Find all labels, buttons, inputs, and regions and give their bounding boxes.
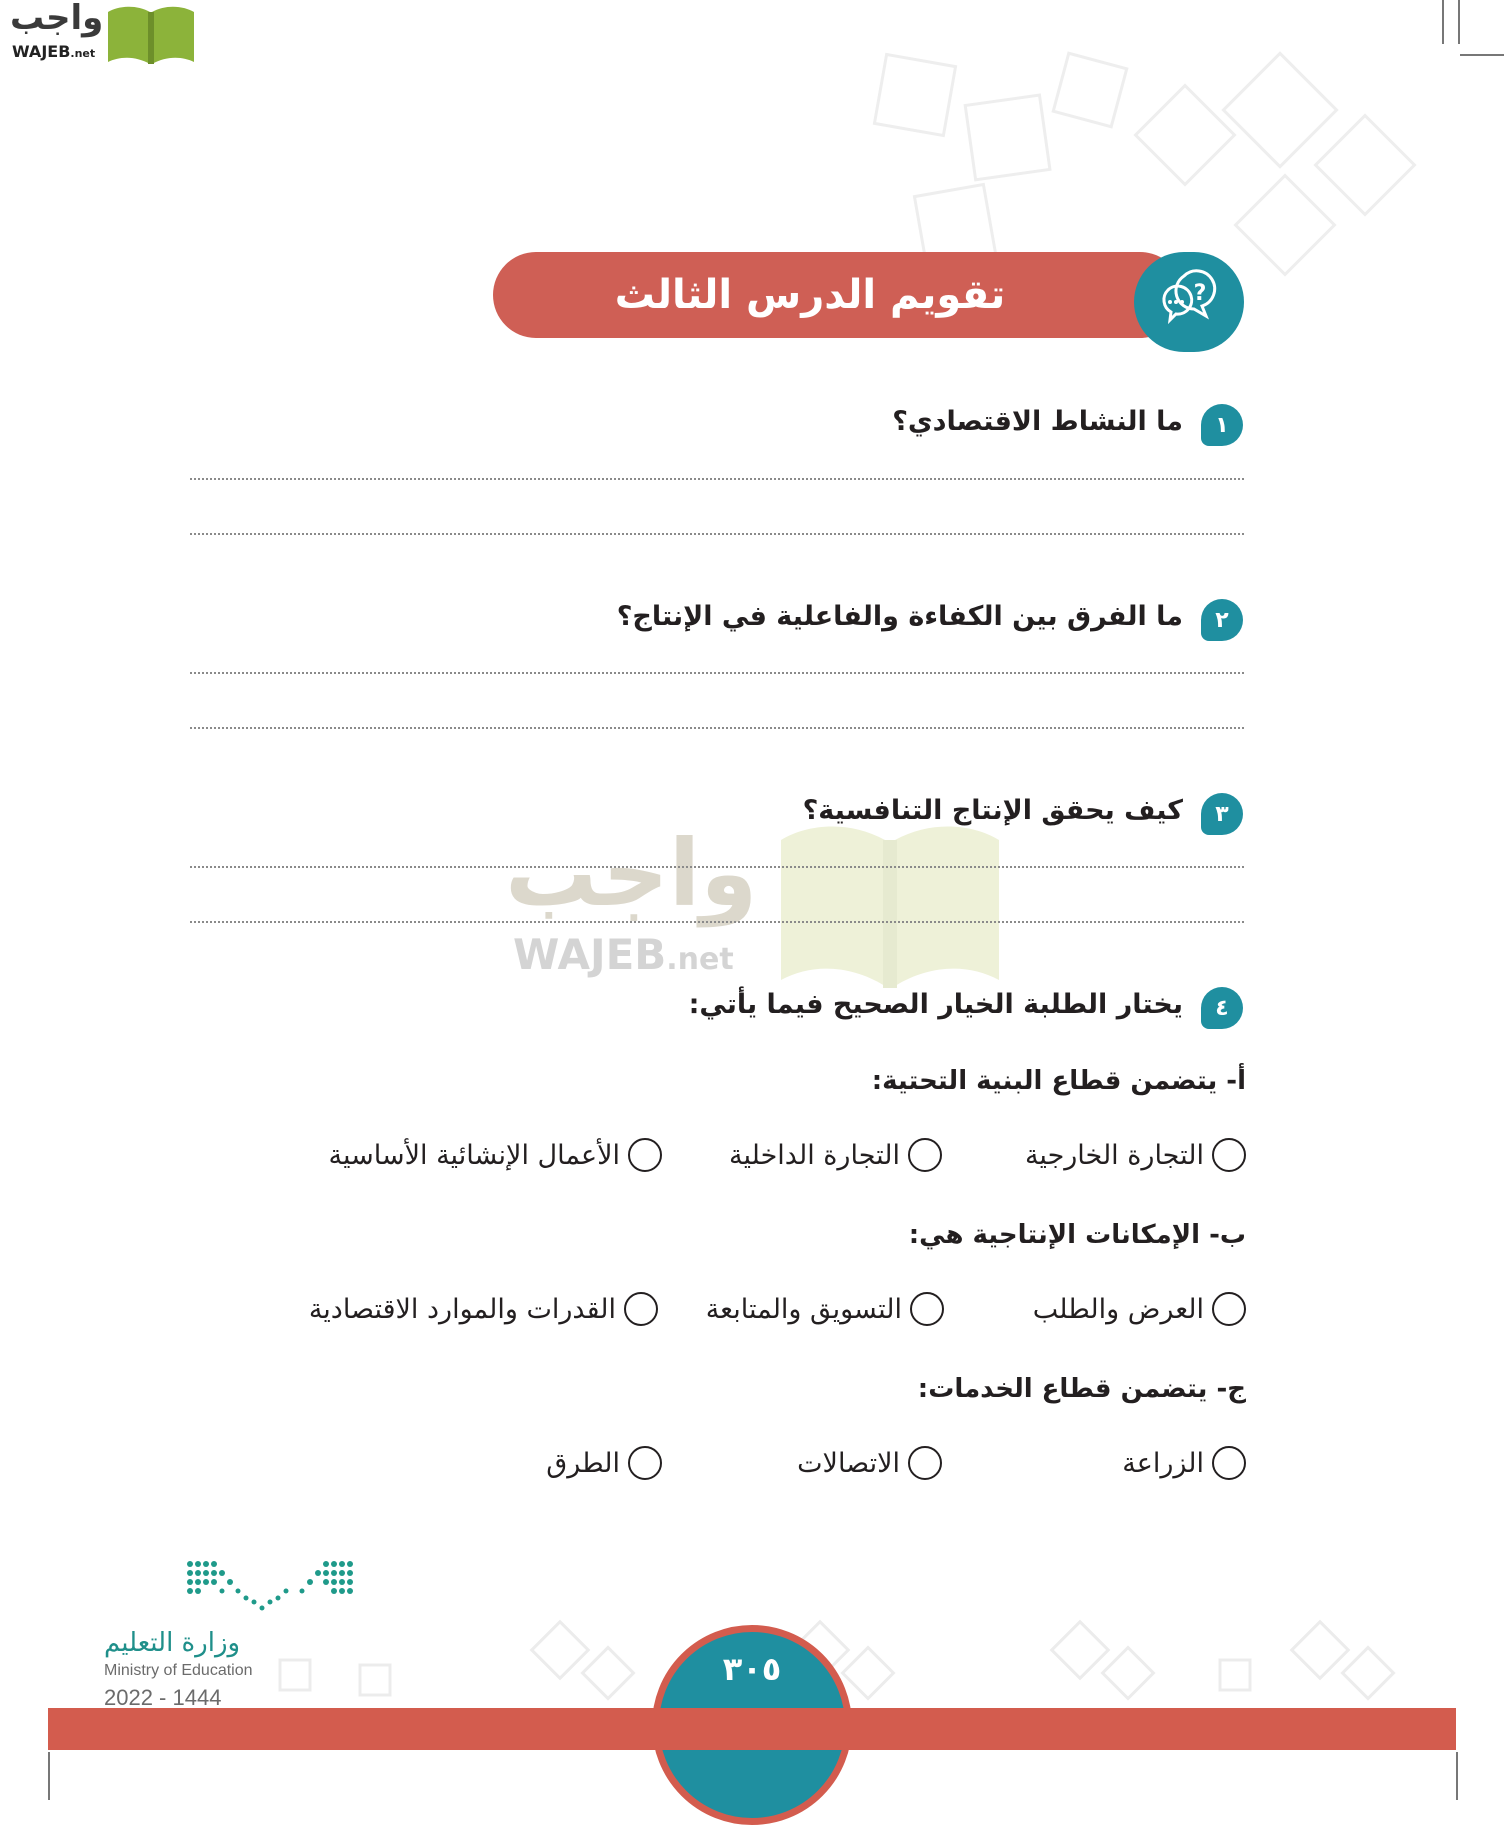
answer-line[interactable]	[190, 478, 1244, 480]
mcq-c-option-3[interactable]	[546, 1446, 662, 1480]
radio-circle[interactable]	[910, 1292, 944, 1326]
mcq-b-stem: ب- الإمكانات الإنتاجية هي:	[908, 1220, 1246, 1250]
wajeb-latin-text: WAJEB	[12, 42, 71, 61]
crop-mark	[1460, 54, 1504, 56]
answer-line[interactable]	[190, 672, 1244, 674]
question-3	[760, 791, 1245, 839]
question-chat-icon	[1134, 252, 1244, 352]
option-label: الزراعة	[1122, 1447, 1204, 1479]
ministry-dots-logo	[184, 1558, 354, 1614]
svg-text:?: ?	[1193, 281, 1207, 306]
crop-mark	[1442, 0, 1444, 44]
option-label: الاتصالات	[797, 1447, 900, 1479]
ministry-name-english: Ministry of Education	[104, 1662, 253, 1679]
question-1-text: ما النشاط الاقتصادي؟	[892, 406, 1183, 437]
edition-year: 2022 - 1444	[104, 1685, 222, 1710]
question-1	[800, 402, 1245, 450]
center-watermark	[505, 820, 1005, 990]
question-4-text: يختار الطلبة الخيار الصحيح فيما يأتي:	[688, 989, 1183, 1020]
mcq-c-stem: ج- يتضمن قطاع الخدمات:	[917, 1374, 1246, 1404]
mcq-a-stem: أ- يتضمن قطاع البنية التحتية:	[871, 1066, 1246, 1096]
banner-title: تقويم الدرس الثالث والثلاثين	[614, 272, 1006, 384]
option-label: الأعمال الإنشائية الأساسية	[328, 1139, 620, 1171]
answer-line[interactable]	[190, 866, 1244, 868]
mcq-b-option-3[interactable]	[309, 1292, 658, 1326]
mcq-b-option-2[interactable]	[706, 1292, 944, 1326]
radio-circle[interactable]	[628, 1446, 662, 1480]
question-1-number: ١	[1201, 404, 1243, 446]
mcq-a-option-3[interactable]	[329, 1138, 663, 1172]
option-label: التجارة الداخلية	[729, 1139, 900, 1171]
question-3-text: كيف يحقق الإنتاج التنافسية؟	[802, 795, 1183, 826]
center-watermark-arabic: واجب	[505, 820, 758, 927]
option-label: القدرات والموارد الاقتصادية	[308, 1293, 616, 1325]
center-watermark-suffix: .net	[666, 942, 734, 977]
wajeb-logo-arabic: واجب	[10, 0, 104, 38]
footer-bar	[48, 1708, 1456, 1750]
question-2	[600, 597, 1245, 645]
radio-circle[interactable]	[908, 1138, 942, 1172]
mcq-c-option-2[interactable]	[797, 1446, 942, 1480]
option-label: العرض والطلب	[1032, 1293, 1204, 1325]
answer-line[interactable]	[190, 533, 1244, 535]
radio-circle[interactable]	[628, 1138, 662, 1172]
crop-mark	[1458, 0, 1460, 44]
wajeb-suffix-text: .net	[70, 47, 96, 60]
book-icon	[106, 4, 196, 66]
question-2-number: ٢	[1201, 599, 1243, 641]
radio-circle[interactable]	[1212, 1138, 1246, 1172]
center-watermark-latin	[513, 930, 734, 979]
banner-icon-badge	[1134, 252, 1244, 352]
option-label: التجارة الخارجية	[1024, 1139, 1204, 1171]
question-4-number: ٤	[1201, 987, 1243, 1029]
wajeb-logo	[8, 2, 198, 66]
mcq-c-option-1[interactable]	[1122, 1446, 1246, 1480]
crop-mark	[1456, 1752, 1458, 1800]
question-3-number: ٣	[1201, 793, 1243, 835]
radio-circle[interactable]	[1212, 1292, 1246, 1326]
answer-line[interactable]	[190, 921, 1244, 923]
mcq-a-option-1[interactable]	[1025, 1138, 1246, 1172]
mcq-a-option-2[interactable]	[729, 1138, 942, 1172]
mcq-b-option-1[interactable]	[1033, 1292, 1246, 1326]
option-label: التسويق والمتابعة	[705, 1293, 902, 1325]
option-label: الطرق	[546, 1447, 620, 1479]
book-icon	[777, 820, 1003, 988]
answer-line[interactable]	[190, 727, 1244, 729]
wajeb-logo-latin	[12, 42, 95, 61]
question-4	[660, 985, 1245, 1033]
radio-circle[interactable]	[908, 1446, 942, 1480]
radio-circle[interactable]	[624, 1292, 658, 1326]
crop-mark	[48, 1752, 50, 1800]
radio-circle[interactable]	[1212, 1446, 1246, 1480]
page-number: ٣٠٥	[722, 1650, 782, 1688]
center-watermark-latin-text: WAJEB	[513, 930, 667, 979]
ministry-name-arabic: وزارة التعليم	[104, 1628, 241, 1658]
question-2-text: ما الفرق بين الكفاءة والفاعلية في الإنتاج؟	[616, 601, 1183, 632]
